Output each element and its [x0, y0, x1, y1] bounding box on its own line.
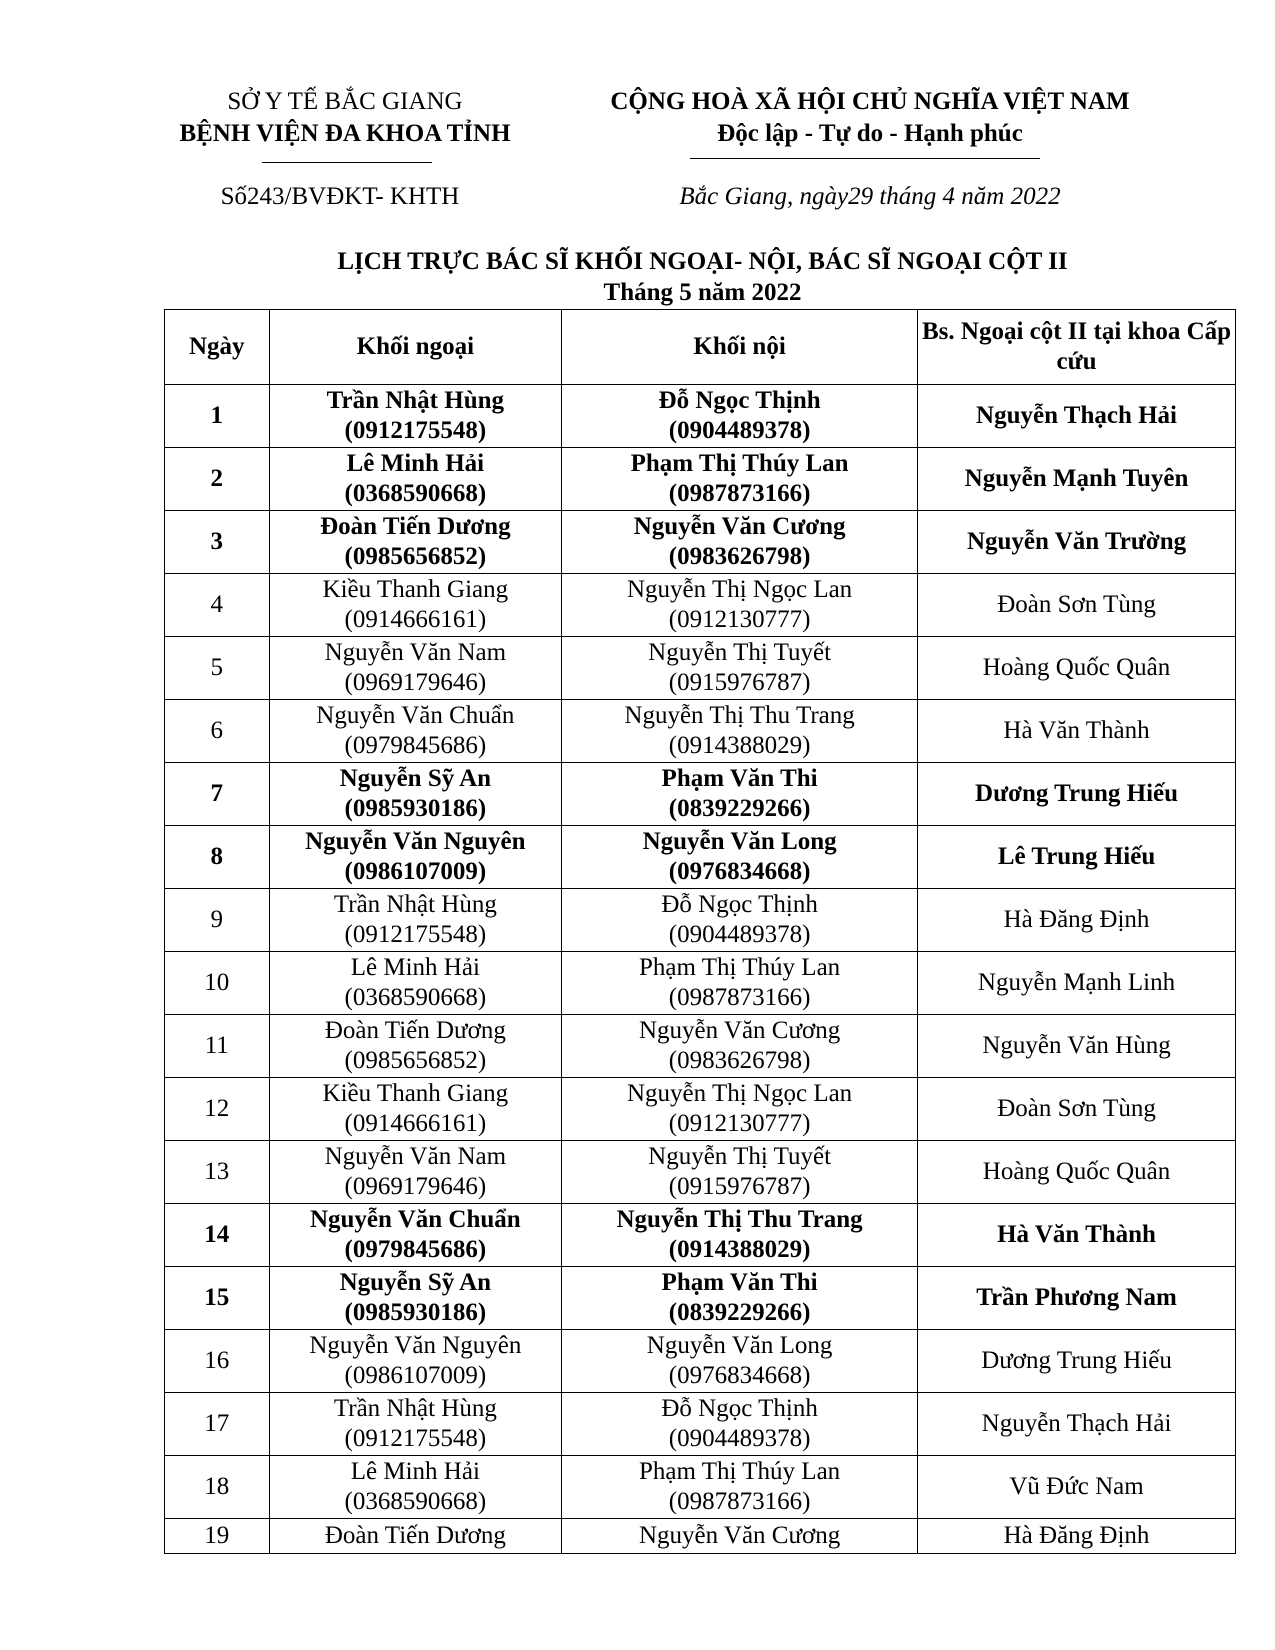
- internal-doctor-phone: (0839229266): [668, 1299, 811, 1326]
- column-two-doctor-cell: Vũ Đức Nam: [918, 1456, 1236, 1519]
- table-row: [165, 826, 1236, 889]
- internal-cell: [562, 637, 918, 700]
- header-column-two-surgeon: Bs. Ngoại cột II tại khoa Cấp cứu: [918, 310, 1236, 385]
- surgery-doctor-phone: (0986107009): [344, 858, 487, 885]
- column-two-doctor-cell: Nguyễn Mạnh Tuyên: [918, 448, 1236, 511]
- internal-cell: [562, 1267, 918, 1330]
- surgery-doctor-name: Nguyễn Văn Chuẩn: [309, 1206, 521, 1233]
- internal-doctor-name: Nguyễn Thị Tuyết: [648, 1143, 832, 1170]
- day-cell: 15: [165, 1267, 270, 1330]
- column-two-doctor-cell: Hà Văn Thành: [918, 700, 1236, 763]
- surgery-doctor-name: Kiều Thanh Giang: [322, 1080, 509, 1107]
- internal-doctor-phone: (0914388029): [668, 732, 811, 759]
- day-cell: 11: [165, 1015, 270, 1078]
- table-row: [165, 511, 1236, 574]
- surgery-doctor-name: Nguyễn Sỹ An: [339, 765, 492, 792]
- internal-doctor-name: Nguyễn Văn Cương: [638, 1017, 841, 1044]
- table-row: [165, 1456, 1236, 1519]
- column-two-doctor-cell: Nguyễn Thạch Hải: [918, 1393, 1236, 1456]
- internal-cell: [562, 889, 918, 952]
- header-day: Ngày: [165, 310, 270, 385]
- column-two-doctor-cell: Hà Đăng Định: [918, 889, 1236, 952]
- table-row: [165, 1519, 1236, 1554]
- day-cell: 2: [165, 448, 270, 511]
- internal-cell: [562, 700, 918, 763]
- internal-cell: [562, 511, 918, 574]
- header-left-divider: [262, 162, 432, 163]
- internal-doctor-name: Nguyễn Văn Cương: [638, 1522, 841, 1549]
- surgery-doctor-name: Kiều Thanh Giang: [322, 576, 509, 603]
- surgery-doctor-name: Nguyễn Văn Nam: [324, 639, 507, 666]
- surgery-cell: [269, 1519, 562, 1554]
- internal-doctor-name: Phạm Thị Thúy Lan: [630, 450, 849, 477]
- internal-doctor-name: Phạm Văn Thi: [661, 765, 818, 792]
- table-row: [165, 889, 1236, 952]
- column-two-doctor-cell: Nguyễn Thạch Hải: [918, 385, 1236, 448]
- column-two-doctor-cell: Đoàn Sơn Tùng: [918, 574, 1236, 637]
- day-cell: 18: [165, 1456, 270, 1519]
- surgery-cell: [269, 1330, 562, 1393]
- internal-doctor-phone: (0912130777): [668, 606, 811, 633]
- internal-doctor-phone: (0914388029): [668, 1236, 811, 1263]
- surgery-doctor-phone: (0979845686): [344, 732, 487, 759]
- day-cell: 13: [165, 1141, 270, 1204]
- surgery-doctor-phone: (0969179646): [344, 669, 487, 696]
- document-number: Số243/BVĐKT- KHTH: [220, 183, 460, 210]
- internal-doctor-name: Đỗ Ngọc Thịnh: [658, 387, 821, 414]
- internal-doctor-name: Nguyễn Thị Thu Trang: [624, 702, 855, 729]
- surgery-doctor-phone: (0912175548): [344, 1425, 487, 1452]
- title-line-1: LỊCH TRỰC BÁC SĨ KHỐI NGOẠI- NỘI, BÁC SĨ NGOẠI CỘT II: [337, 248, 1068, 275]
- internal-doctor-name: Đỗ Ngọc Thịnh: [661, 891, 818, 918]
- day-cell: 6: [165, 700, 270, 763]
- surgery-doctor-phone: (0969179646): [344, 1173, 487, 1200]
- surgery-cell: [269, 763, 562, 826]
- surgery-doctor-phone: (0914666161): [344, 606, 487, 633]
- internal-cell: [562, 1393, 918, 1456]
- surgery-doctor-phone: (0986107009): [344, 1362, 487, 1389]
- internal-cell: [562, 1519, 918, 1554]
- internal-doctor-name: Nguyễn Thị Tuyết: [648, 639, 832, 666]
- table-row: [165, 952, 1236, 1015]
- country-name: CỘNG HOÀ XÃ HỘI CHỦ NGHĨA VIỆT NAM: [610, 88, 1130, 115]
- surgery-doctor-name: Lê Minh Hải: [350, 954, 480, 981]
- internal-doctor-phone: (0904489378): [668, 1425, 811, 1452]
- surgery-cell: [269, 1456, 562, 1519]
- column-two-doctor-cell: Đoàn Sơn Tùng: [918, 1078, 1236, 1141]
- internal-cell: [562, 574, 918, 637]
- schedule-title: [160, 246, 1245, 308]
- day-cell: 5: [165, 637, 270, 700]
- surgery-cell: [269, 637, 562, 700]
- internal-doctor-name: Nguyễn Văn Long: [646, 1332, 833, 1359]
- table-row: [165, 637, 1236, 700]
- table-row: [165, 700, 1236, 763]
- national-motto: Độc lập - Tự do - Hạnh phúc: [717, 120, 1023, 147]
- day-cell: 3: [165, 511, 270, 574]
- surgery-doctor-name: Trần Nhật Hùng: [333, 891, 497, 918]
- surgery-cell: [269, 1141, 562, 1204]
- internal-doctor-phone: (0987873166): [668, 480, 811, 507]
- column-two-doctor-cell: Trần Phương Nam: [918, 1267, 1236, 1330]
- surgery-doctor-phone: (0368590668): [344, 984, 487, 1011]
- internal-cell: [562, 448, 918, 511]
- table-row: [165, 1204, 1236, 1267]
- surgery-cell: [269, 1204, 562, 1267]
- surgery-doctor-phone: (0985930186): [344, 795, 487, 822]
- hospital-name: BỆNH VIỆN ĐA KHOA TỈNH: [179, 120, 511, 147]
- internal-doctor-phone: (0915976787): [668, 1173, 811, 1200]
- internal-cell: [562, 952, 918, 1015]
- internal-doctor-name: Đỗ Ngọc Thịnh: [661, 1395, 818, 1422]
- surgery-doctor-name: Nguyễn Văn Nguyên: [305, 828, 526, 855]
- internal-doctor-phone: (0904489378): [668, 921, 811, 948]
- internal-doctor-phone: (0983626798): [668, 1047, 811, 1074]
- title-line-2: Tháng 5 năm 2022: [603, 279, 802, 306]
- header-left: [160, 86, 530, 150]
- surgery-cell: [269, 1393, 562, 1456]
- internal-cell: [562, 1015, 918, 1078]
- day-cell: 1: [165, 385, 270, 448]
- internal-doctor-name: Nguyễn Thị Thu Trang: [616, 1206, 863, 1233]
- surgery-cell: [269, 511, 562, 574]
- surgery-cell: [269, 574, 562, 637]
- internal-doctor-phone: (0976834668): [668, 858, 811, 885]
- surgery-cell: [269, 889, 562, 952]
- surgery-doctor-phone: (0368590668): [344, 1488, 487, 1515]
- column-two-doctor-cell: Hà Văn Thành: [918, 1204, 1236, 1267]
- surgery-doctor-name: Nguyễn Văn Chuẩn: [316, 702, 515, 729]
- internal-cell: [562, 385, 918, 448]
- surgery-doctor-name: Lê Minh Hải: [346, 450, 485, 477]
- column-two-doctor-cell: Hà Đăng Định: [918, 1519, 1236, 1554]
- surgery-doctor-phone: (0985930186): [344, 1299, 487, 1326]
- day-cell: 16: [165, 1330, 270, 1393]
- internal-doctor-phone: (0915976787): [668, 669, 811, 696]
- table-row: [165, 574, 1236, 637]
- internal-doctor-phone: (0983626798): [668, 543, 811, 570]
- table-body: [165, 385, 1236, 1554]
- day-cell: 10: [165, 952, 270, 1015]
- date-line: Bắc Giang, ngày29 tháng 4 năm 2022: [679, 183, 1061, 210]
- day-cell: 8: [165, 826, 270, 889]
- day-cell: 9: [165, 889, 270, 952]
- surgery-cell: [269, 1267, 562, 1330]
- internal-cell: [562, 1078, 918, 1141]
- column-two-doctor-cell: Nguyễn Văn Hùng: [918, 1015, 1236, 1078]
- surgery-doctor-phone: (0914666161): [344, 1110, 487, 1137]
- table-header-row: [165, 310, 1236, 385]
- surgery-doctor-phone: (0979845686): [344, 1236, 487, 1263]
- column-two-doctor-cell: Lê Trung Hiếu: [918, 826, 1236, 889]
- column-two-doctor-cell: Hoàng Quốc Quân: [918, 1141, 1236, 1204]
- surgery-doctor-phone: (0985656852): [344, 1047, 487, 1074]
- day-cell: 14: [165, 1204, 270, 1267]
- internal-doctor-name: Nguyễn Văn Long: [642, 828, 837, 855]
- surgery-cell: [269, 952, 562, 1015]
- table-row: [165, 1078, 1236, 1141]
- internal-doctor-name: Nguyễn Thị Ngọc Lan: [627, 1080, 853, 1107]
- table-row: [165, 1267, 1236, 1330]
- internal-doctor-name: Phạm Thị Thúy Lan: [639, 954, 841, 981]
- internal-doctor-phone: (0904489378): [668, 417, 811, 444]
- internal-doctor-phone: (0839229266): [668, 795, 811, 822]
- surgery-doctor-phone: (0912175548): [344, 921, 487, 948]
- surgery-cell: [269, 826, 562, 889]
- surgery-doctor-name: Nguyễn Văn Nguyên: [309, 1332, 522, 1359]
- internal-doctor-name: Phạm Văn Thi: [661, 1269, 818, 1296]
- column-two-doctor-cell: Dương Trung Hiếu: [918, 1330, 1236, 1393]
- surgery-doctor-phone: (0368590668): [344, 480, 487, 507]
- day-cell: 12: [165, 1078, 270, 1141]
- surgery-cell: [269, 448, 562, 511]
- surgery-cell: [269, 385, 562, 448]
- column-two-doctor-cell: Nguyễn Mạnh Linh: [918, 952, 1236, 1015]
- surgery-cell: [269, 1015, 562, 1078]
- surgery-cell: [269, 700, 562, 763]
- internal-cell: [562, 763, 918, 826]
- internal-cell: [562, 826, 918, 889]
- department-name: SỞ Y TẾ BẮC GIANG: [227, 88, 463, 115]
- internal-doctor-phone: (0912130777): [668, 1110, 811, 1137]
- table-row: [165, 1393, 1236, 1456]
- internal-doctor-phone: (0987873166): [668, 1488, 811, 1515]
- internal-doctor-phone: (0987873166): [668, 984, 811, 1011]
- day-cell: 4: [165, 574, 270, 637]
- surgery-doctor-name: Lê Minh Hải: [350, 1458, 480, 1485]
- header-internal-block: Khối nội: [562, 310, 918, 385]
- table-row: [165, 1141, 1236, 1204]
- day-cell: 19: [165, 1519, 270, 1554]
- header-surgery-block: Khối ngoại: [269, 310, 562, 385]
- table-row: [165, 763, 1236, 826]
- table-row: [165, 448, 1236, 511]
- internal-doctor-phone: (0976834668): [668, 1362, 811, 1389]
- internal-doctor-name: Phạm Thị Thúy Lan: [639, 1458, 841, 1485]
- internal-doctor-name: Nguyễn Thị Ngọc Lan: [627, 576, 853, 603]
- internal-doctor-name: Nguyễn Văn Cương: [633, 513, 846, 540]
- surgery-doctor-phone: (0912175548): [344, 417, 487, 444]
- internal-cell: [562, 1141, 918, 1204]
- internal-cell: [562, 1204, 918, 1267]
- surgery-doctor-name: Trần Nhật Hùng: [326, 387, 505, 414]
- duty-schedule-table: [164, 309, 1236, 1554]
- internal-cell: [562, 1330, 918, 1393]
- surgery-doctor-phone: (0985656852): [344, 543, 487, 570]
- surgery-doctor-name: Đoàn Tiến Dương: [324, 1522, 506, 1549]
- internal-cell: [562, 1456, 918, 1519]
- surgery-doctor-name: Trần Nhật Hùng: [333, 1395, 497, 1422]
- column-two-doctor-cell: Nguyễn Văn Trường: [918, 511, 1236, 574]
- column-two-doctor-cell: Dương Trung Hiếu: [918, 763, 1236, 826]
- table-row: [165, 1330, 1236, 1393]
- surgery-cell: [269, 1078, 562, 1141]
- table-row: [165, 385, 1236, 448]
- surgery-doctor-name: Đoàn Tiến Dương: [324, 1017, 506, 1044]
- header-right-divider: [690, 158, 1040, 159]
- day-cell: 17: [165, 1393, 270, 1456]
- header-right: [570, 86, 1170, 150]
- surgery-doctor-name: Nguyễn Sỹ An: [339, 1269, 492, 1296]
- table-row: [165, 1015, 1236, 1078]
- surgery-doctor-name: Đoàn Tiến Dương: [320, 513, 511, 540]
- day-cell: 7: [165, 763, 270, 826]
- surgery-doctor-name: Nguyễn Văn Nam: [324, 1143, 507, 1170]
- column-two-doctor-cell: Hoàng Quốc Quân: [918, 637, 1236, 700]
